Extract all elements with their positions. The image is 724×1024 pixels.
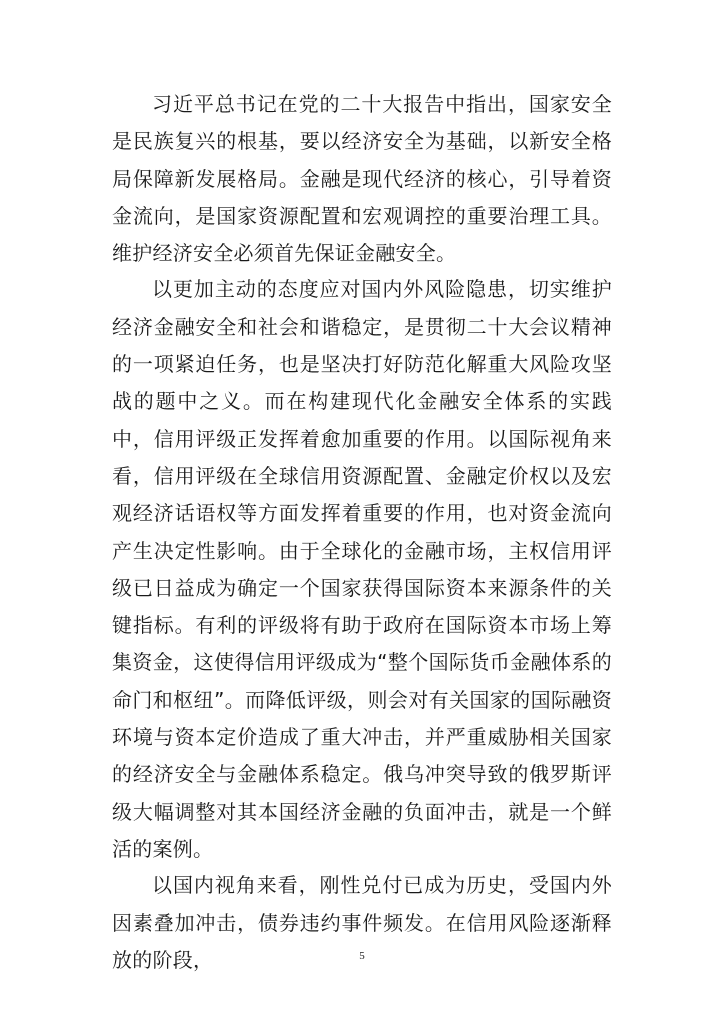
page-number: 5 bbox=[359, 950, 365, 962]
paragraph-1: 习近平总书记在党的二十大报告中指出，国家安全是民族复兴的根基，要以经济安全为基础，以新安全格局保障新发展格局。金融是现代经济的核心，引导着资金流向，是国家资源配置和宏观调控的重要治理工具。维护经济安全必须首先保证金融安全。 bbox=[112, 92, 612, 266]
paragraph-2: 以更加主动的态度应对国内外风险隐患，切实维护经济金融安全和社会和谐稳定，是贯彻二十大会议精神的一项紧迫任务，也是坚决打好防范化解重大风险攻坚战的题中之义。而在构建现代化金融安全体系的实践中，信用评级正发挥着愈加重要的作用。以国际视角来看，信用评级在全球信用资源配置、金融定价权以及宏观经济话语权等方面发挥着重要的作用，也对资金流向产生决定性影响。由于全球化的金融市场，主权信用评级已日益成为确定一个国家获得国际资本来源条件的关键指标。有利的评级将有助于政府在国际资本市场上筹集资金，这使得信用评级成为“整个国际货币金融体系的命门和枢纽”。而降低评级，则会对有关国家的国际融资环境与资本定价造成了重大冲击，并严重威胁相关国家的经济安全与金融体系稳定。俄乌冲突导致的俄罗斯评级大幅调整对其本国经济金融的负面冲击，就是一个鲜活的案例。 bbox=[112, 277, 612, 861]
document-body bbox=[112, 86, 612, 978]
paragraph-3: 以国内视角来看，刚性兑付已成为历史，受国内外因素叠加冲击，债券违约事件频发。在信用风险逐渐释放的阶段， bbox=[112, 873, 612, 972]
